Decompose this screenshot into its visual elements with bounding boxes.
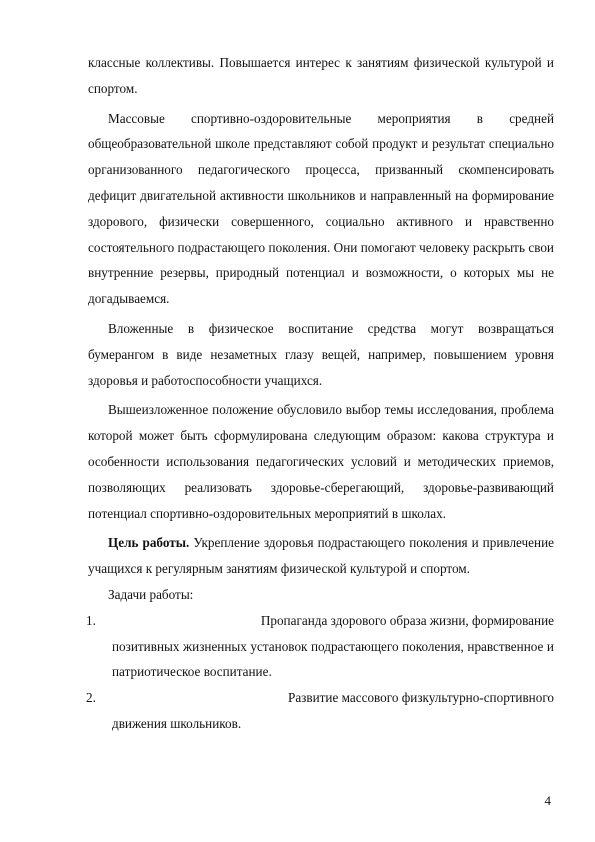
paragraph-mass-events: Массовые спортивно-оздоровительные мероприятия в средней общеобразовательной школе представляют собой продукт и результат специально организованного педагогического процесса, призванный скомпенсировать дефицит двигательной активности школьников и направленный на формирование здорового, физически совершенного, социально активного и нравственно состоятельного подрастающего поколения. Они помогают человеку раскрыть свои внутренние резервы, природный потенциал и возможности, о которых мы не догадываемся. — [88, 110, 554, 307]
task-number: 1. — [86, 612, 96, 628]
task-first-line: Пропаганда здорового образа жизни, формирование — [260, 612, 554, 628]
goal-label: Цель работы. — [108, 535, 190, 551]
task-text: позитивных жизненных установок подрастающего поколения, нравственное и патриотическое воспитание. — [112, 638, 554, 680]
page-body — [88, 50, 554, 737]
task-item — [88, 685, 554, 737]
paragraph-boomerang: Вложенные в физическое воспитание средства могут возвращаться бумерангом в виде незаметных глазу вещей, например, повышением уровня здоровья и работоспособности учащихся. — [88, 320, 554, 388]
page-number: 4 — [544, 793, 551, 808]
paragraph-problem: Вышеизложенное положение обусловило выбор темы исследования, проблема которой может быть сформулирована следующим образом: какова структура и особенности использования педагогических условий и методических приемов, позволяющих реализовать здоровье-сберегающий, здоровье-развивающий потенциал спортивно-оздоровительных мероприятий в школах. — [88, 402, 554, 521]
tasks-heading: Задачи работы: — [108, 586, 194, 602]
task-first-line: Развитие массового физкультурно-спортивного — [287, 690, 554, 706]
task-number: 2. — [86, 690, 96, 706]
task-text: движения школьников. — [112, 715, 242, 731]
paragraph-continuation: классные коллективы. Повышается интерес к занятиям физической культурой и спортом. — [88, 55, 554, 96]
goal-text: Укрепление здоровья подрастающего поколения и привлечение учащихся к регулярным занятиям физической культурой и спортом. — [88, 535, 555, 577]
task-item — [88, 608, 554, 685]
paragraph-goal — [88, 530, 554, 582]
